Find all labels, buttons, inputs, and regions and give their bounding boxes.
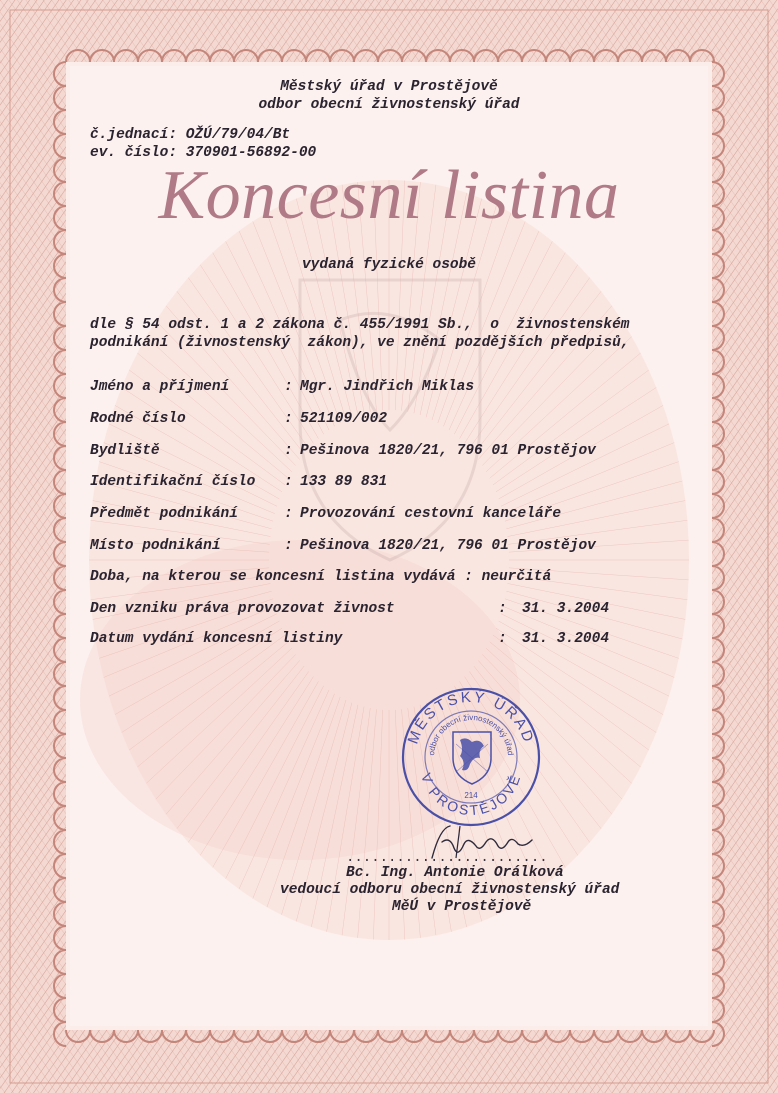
official-stamp	[398, 684, 544, 830]
date-label: Datum vydání koncesní listiny	[90, 631, 343, 647]
stamp-inner-text: odbor obecní živnostenský úřad	[426, 712, 516, 756]
stamp-bottom-text: V PROSTĚJOVĚ	[418, 770, 524, 819]
field-value: Pešinova 1820/21, 796 01 Prostějov	[300, 538, 596, 554]
field-label: Rodné číslo	[90, 411, 186, 427]
signatory-role: vedoucí odboru obecní živnostenský úřad	[280, 882, 620, 898]
legal-basis-line-1: dle § 54 odst. 1 a 2 zákona č. 455/1991 Sb., o živnostenském	[90, 317, 630, 333]
field-value: 133 89 831	[300, 474, 388, 490]
field-separator: :	[284, 443, 293, 459]
field-label: Místo podnikání	[90, 538, 221, 554]
field-separator: :	[284, 506, 293, 522]
field-value: Mgr. Jindřich Miklas	[300, 379, 475, 395]
signatory-office: MěÚ v Prostějově	[392, 899, 532, 915]
evidence-number: ev. číslo: 370901-56892-00	[90, 145, 317, 161]
date-label: Den vzniku práva provozovat živnost	[90, 601, 395, 617]
date-separator: :	[498, 631, 507, 647]
field-separator: :	[284, 474, 293, 490]
date-value: 31. 3.2004	[522, 601, 610, 617]
stamp-top-text: MĚSTSKÝ ÚŘAD	[404, 688, 538, 747]
field-separator: :	[284, 411, 293, 427]
stamp-number: 214	[464, 791, 478, 800]
field-value: Pešinova 1820/21, 796 01 Prostějov	[300, 443, 596, 459]
field-label: Identifikační číslo	[90, 474, 256, 490]
validity-duration: Doba, na kterou se koncesní listina vydává : neurčitá	[90, 569, 552, 585]
field-label: Předmět podnikání	[90, 506, 238, 522]
reference-number: č.jednací: OŽÚ/79/04/Bt	[90, 127, 291, 143]
field-value: Provozování cestovní kanceláře	[300, 506, 562, 522]
field-separator: :	[284, 379, 293, 395]
document-title: Koncesní listina	[158, 157, 620, 234]
signatory-name: Bc. Ing. Antonie Orálková	[346, 865, 564, 881]
coat-of-arms-icon	[453, 732, 491, 784]
office-department: odbor obecní živnostenský úřad	[258, 97, 520, 113]
date-value: 31. 3.2004	[522, 631, 610, 647]
field-label: Jméno a příjmení	[90, 379, 230, 395]
date-separator: :	[498, 601, 507, 617]
document-subtitle: vydaná fyzické osobě	[301, 257, 477, 273]
signature-line: ........................	[346, 850, 548, 866]
legal-basis-line-2: podnikání (živnostenský zákon), ve znění pozdějších předpisů,	[90, 335, 630, 351]
field-separator: :	[284, 538, 293, 554]
office-name: Městský úřad v Prostějově	[280, 79, 498, 95]
field-label: Bydliště	[90, 443, 160, 459]
field-value: 521109/002	[300, 411, 388, 427]
